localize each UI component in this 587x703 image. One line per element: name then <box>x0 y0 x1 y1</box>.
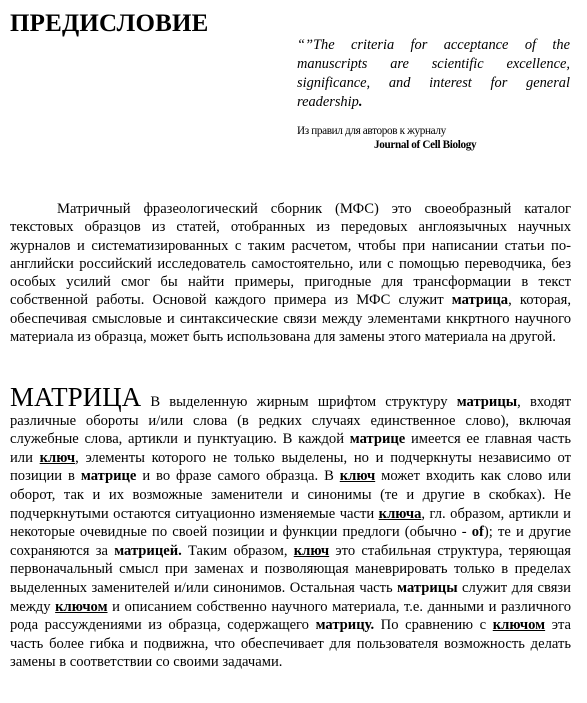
term-matrix: матрицей. <box>114 542 182 559</box>
intro-text-2: , которая, обеспечивая смысловые и синтаксические связи между элементами кнкртного научного материала из образца, может быть использована для замены этого материала на другой. <box>10 292 571 346</box>
epigraph-quote <box>297 36 570 112</box>
term-key: ключом <box>492 617 546 634</box>
matrix-text: , входят различные обороты и/или слова (в редких случаях единственное слово), включая служебные слова, артикли и пунктуацию. В каждой <box>10 394 571 448</box>
matrix-text: По сравнению с <box>374 617 493 634</box>
term-matrix: матрице <box>80 468 137 485</box>
matrix-text: и описанием собственно научного материала, т.е. данными и различного рода рассуждениями из образца, содержащего <box>10 598 572 634</box>
attribution-journal: Journal of Cell Biology <box>374 139 477 151</box>
epigraph-text: “”The criteria for acceptance of the manuscripts are scientific excellence, significance, and interest for general readership <box>297 37 570 110</box>
epigraph-end: . <box>358 94 363 110</box>
matrix-text: ); те и другие сохраняются за <box>10 524 571 559</box>
term-key: ключом <box>55 598 108 615</box>
term-matrix: матрицы <box>397 579 458 596</box>
matrix-text: это стабильная структура, теряющая первоначальный смысл при заменах и позволяющая маневрировать только в пределах выделенных заменителей и/или синонимов. Остальная часть <box>10 542 571 596</box>
term-key: ключ <box>39 449 76 466</box>
term-matrix: матрица <box>451 292 509 309</box>
term-matrix: матрице <box>349 431 406 448</box>
intro-paragraph <box>10 200 571 346</box>
matrix-text: имеется ее главная часть или <box>10 431 571 466</box>
matrix-text: эта часть более гибка и подвижна, что обеспечивает для пользователя возможность делать замены в соответствии со своими задачами. <box>10 617 572 671</box>
attribution-source: Из правил для авторов к журналу <box>297 125 446 137</box>
term-key: ключ <box>339 468 376 485</box>
matrix-text: и во фразе самого образца. В <box>136 468 340 485</box>
intro-text-1: Матричный фразеологический сборник (МФС) это своеобразный каталог текстовых образцов из статей, отобранных из передовых англоязычных научных журналов и систематизированных с таким расчетом, чтобы при написании статьи по-английски российский исследователь самостоятельно, или с помощью переводчика, без особых усилий смог бы найти примеры, пригодные для трансформации в текст собственной работы. Основой каждого примера из МФС служит <box>10 201 571 309</box>
matrix-text: служит для связи между <box>10 579 571 615</box>
term-matrix: матрицы <box>456 394 518 410</box>
page-heading: ПРЕДИСЛОВИЕ <box>10 10 209 37</box>
term-matrix: матрицу. <box>315 617 375 634</box>
matrix-text: Таким образом, <box>181 542 294 559</box>
matrix-paragraph <box>10 382 572 672</box>
term-key: ключ <box>293 542 330 559</box>
term-of: of <box>471 524 484 541</box>
term-key: ключа <box>378 505 422 522</box>
matrix-title: МАТРИЦА <box>10 382 142 412</box>
matrix-text: , гл. образом, артикли и некоторые очевидные по своей позиции и функции предлоги (обычно - <box>10 505 571 541</box>
matrix-text: может входить как слово или оборот, так и их возможные заменители и синонимы (те и другие в скобках). Не подчеркнутыми остаются ситуационно изменяемые части <box>10 468 571 522</box>
epigraph-attribution <box>297 124 557 152</box>
matrix-text: , элементы которого не только выделены, но и подчеркнуты независимо от позиции в <box>10 449 571 485</box>
matrix-text: В выделенную жирным шрифтом структуру <box>141 394 457 410</box>
